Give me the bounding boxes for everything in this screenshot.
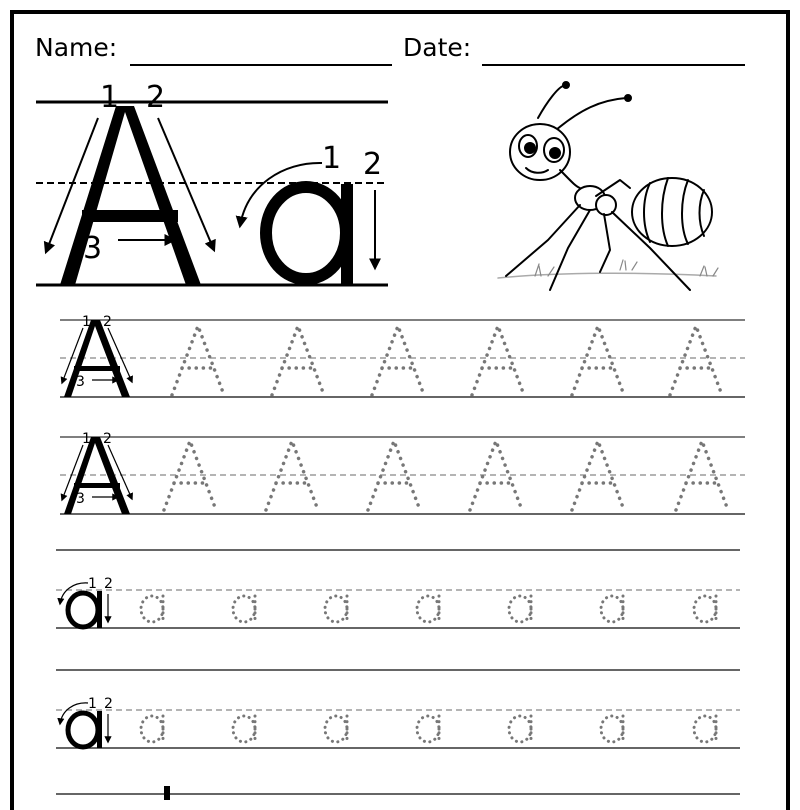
stroke-number-2: 2 xyxy=(146,80,166,115)
lower-stroke-number-2: 2 xyxy=(363,147,383,182)
date-label: Date: xyxy=(403,33,472,62)
lower-row-2-model-letter xyxy=(60,696,113,748)
stroke-number-1: 1 xyxy=(100,80,120,115)
uppercase-practice-row-1[interactable] xyxy=(60,314,745,397)
ant-icon xyxy=(498,82,718,290)
svg-text:3: 3 xyxy=(76,374,85,390)
stroke-number-3: 3 xyxy=(83,231,103,266)
svg-text:2: 2 xyxy=(103,314,112,330)
svg-text:1: 1 xyxy=(82,431,91,447)
lowercase-practice-row-2[interactable] xyxy=(56,670,740,748)
model-uppercase-a-stroke-arrows xyxy=(46,118,214,252)
svg-text:3: 3 xyxy=(76,491,85,507)
model-uppercase-a xyxy=(60,106,201,285)
svg-text:2: 2 xyxy=(104,576,113,592)
lowercase-practice-row-1[interactable] xyxy=(56,550,740,628)
lower-stroke-number-1: 1 xyxy=(322,141,342,176)
row-1-model-letter xyxy=(62,314,132,397)
model-lowercase-a-stroke-arrows xyxy=(240,163,375,268)
svg-text:1: 1 xyxy=(88,576,97,592)
next-practice-row-partial xyxy=(56,786,740,800)
svg-text:1: 1 xyxy=(82,314,91,330)
row-2-model-letter xyxy=(62,431,132,514)
name-label: Name: xyxy=(35,33,118,62)
svg-text:2: 2 xyxy=(103,431,112,447)
svg-text:2: 2 xyxy=(104,696,113,712)
svg-text:1: 1 xyxy=(88,696,97,712)
model-letters xyxy=(36,80,388,285)
lower-row-1-model-letter xyxy=(60,576,113,628)
model-lowercase-a xyxy=(266,184,353,285)
uppercase-practice-row-2[interactable] xyxy=(60,431,745,514)
